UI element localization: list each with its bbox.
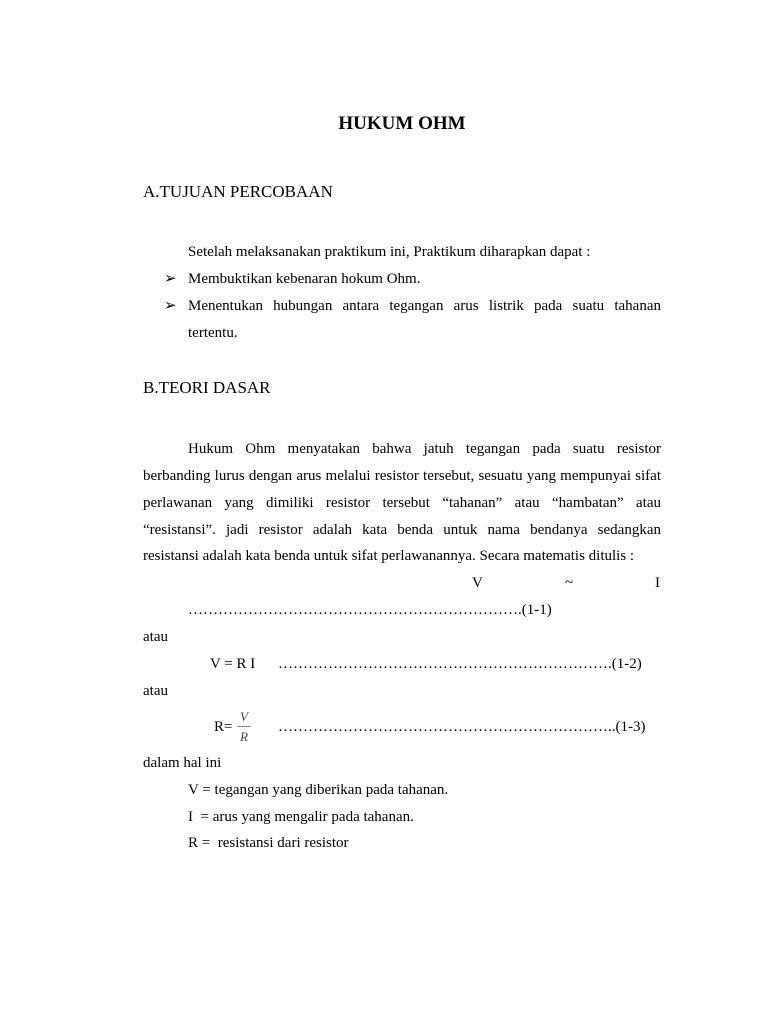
paragraph-line: “resistansi”. jadi resistor adalah kata benda untuk nama bendanya sedangkan xyxy=(143,522,661,538)
paragraph-line: perlawanan yang dimiliki resistor tersebut “tahanan” atau “hambatan” atau xyxy=(143,495,661,511)
formula-1-i: I xyxy=(655,575,660,591)
fraction-denominator: R xyxy=(240,729,248,744)
section-a-heading: A.TUJUAN PERCOBAAN xyxy=(143,182,333,201)
page-title: HUKUM OHM xyxy=(338,113,466,134)
atau-text: atau xyxy=(143,683,168,699)
formula-1-dots: ………………………………………………………….(1-1) xyxy=(188,602,552,618)
formula-1-v: V xyxy=(472,575,483,591)
list-item: Membuktikan kebenaran hokum Ohm. xyxy=(188,271,421,287)
atau-text: atau xyxy=(143,629,168,645)
section-a-intro: Setelah melaksanakan praktikum ini, Praktikum diharapkan dapat : xyxy=(188,244,591,260)
list-item: Menentukan hubungan antara tegangan arus listrik pada suatu tahanan xyxy=(188,298,661,314)
fraction-numerator: V xyxy=(240,709,248,724)
formula-3-dots: …………………………………………………………..(1-3) xyxy=(278,719,646,735)
definition-r: R = resistansi dari resistor xyxy=(188,835,349,851)
paragraph-line: berbanding lurus dengan arus melalui resistor tersebut, sesuatu yang mempunyai sifat xyxy=(143,468,661,484)
section-b-heading: B.TEORI DASAR xyxy=(143,378,271,397)
formula-3-lhs: R= xyxy=(214,719,233,735)
list-item-continuation: tertentu. xyxy=(188,325,238,341)
formula-2-dots: ………………………………………………………….(1-2) xyxy=(278,656,642,672)
fraction-bar xyxy=(237,726,251,727)
definition-v: V = tegangan yang diberikan pada tahanan. xyxy=(188,782,449,798)
bullet-arrow-icon: ➢ xyxy=(164,298,177,314)
formula-1-tilde: ~ xyxy=(565,575,574,591)
bullet-arrow-icon: ➢ xyxy=(164,271,177,287)
formula-2-expr: V = R I xyxy=(210,656,256,672)
paragraph-line: resistansi adalah kata benda untuk sifat perlawanannya. Secara matematis ditulis : xyxy=(143,548,635,564)
paragraph-line: Hukum Ohm menyatakan bahwa jatuh tegangan pada suatu resistor xyxy=(188,441,661,457)
definition-i: I = arus yang mengalir pada tahanan. xyxy=(188,809,414,825)
dalam-hal-ini-text: dalam hal ini xyxy=(143,755,222,771)
